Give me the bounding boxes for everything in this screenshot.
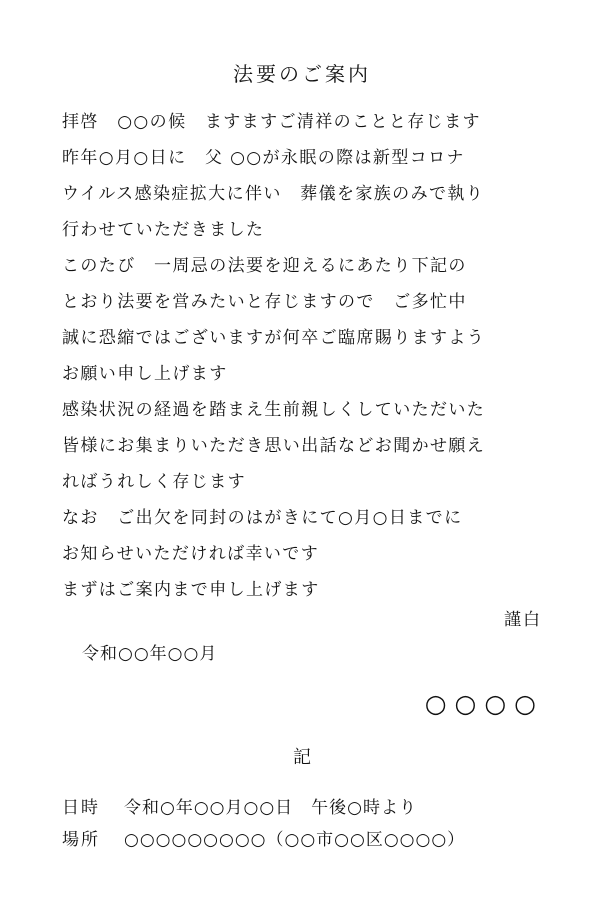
body-line: 拝啓 ○○の候 ますますご清祥のことと存じます bbox=[62, 112, 481, 132]
body-line: 昨年○月○日に 父 ○○が永眠の際は新型コロナ bbox=[62, 148, 465, 168]
body-line: ればうれしく存じます bbox=[62, 472, 246, 492]
detail-value: 令和○年○○月○○日 午後○時より bbox=[124, 798, 418, 818]
ki-heading: 記 bbox=[293, 747, 311, 768]
body-line: 誠に恐縮ではございますが何卒ご臨席賜りますよう bbox=[62, 328, 486, 348]
body-line: お知らせいただければ幸いです bbox=[62, 544, 320, 564]
detail-label: 日時 bbox=[62, 798, 100, 818]
detail-row-datetime bbox=[62, 794, 465, 826]
body-line: 感染状況の経過を踏まえ生前親しくしていただいた bbox=[62, 400, 486, 420]
body-line: 皆様にお集まりいただき思い出話などお聞かせ願え bbox=[62, 436, 486, 456]
body-line: お願い申し上げます bbox=[62, 364, 228, 384]
closing-word: 謹白 bbox=[504, 610, 542, 630]
detail-row-place bbox=[62, 826, 465, 858]
sender-name: ○○○○ bbox=[424, 689, 544, 718]
body-line: 行わせていただきました bbox=[62, 220, 265, 240]
body-line: ウイルス感染症拡大に伴い 葬儀を家族のみで執り bbox=[62, 184, 485, 204]
event-details bbox=[62, 794, 465, 858]
detail-label: 場所 bbox=[62, 830, 100, 850]
detail-value: ○○○○○○○○○（○○市○○区○○○○） bbox=[124, 830, 466, 850]
body-line: このたび 一周忌の法要を迎えるにあたり下記の bbox=[62, 256, 467, 276]
letter-date: 令和○○年○○月 bbox=[82, 644, 218, 664]
page-title: 法要のご案内 bbox=[233, 62, 371, 86]
body-line: とおり法要を営みたいと存じますので ご多忙中 bbox=[62, 292, 467, 312]
body-line: なお ご出欠を同封のはがきにて○月○日までに bbox=[62, 508, 463, 528]
letter-body bbox=[62, 108, 552, 612]
body-line: まずはご案内まで申し上げます bbox=[62, 580, 320, 600]
